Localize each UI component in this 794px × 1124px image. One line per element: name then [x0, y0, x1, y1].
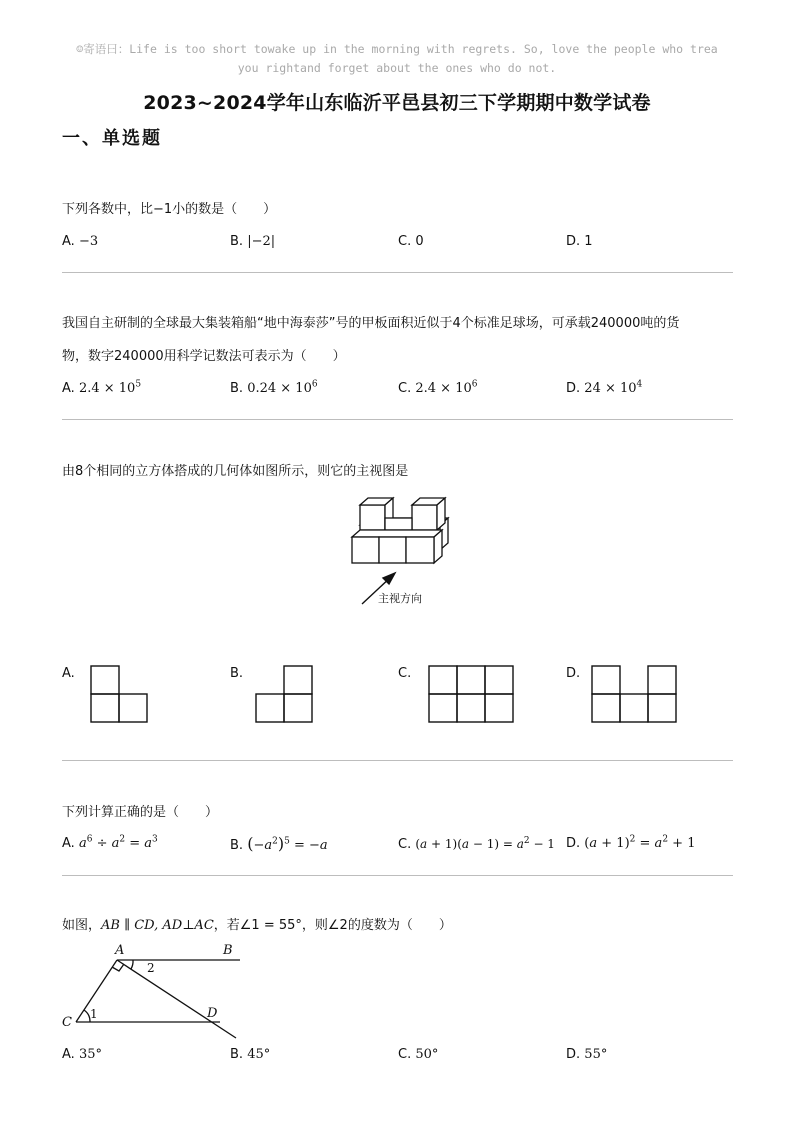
direction-label: 主视方向: [378, 592, 422, 605]
q5-option-c[interactable]: C. 50°: [398, 1047, 439, 1062]
q4-option-b[interactable]: B. $(-a^2)^5 = -a$: [230, 834, 328, 853]
q2-option-b[interactable]: B. $0.24 \times 10^6$: [230, 379, 318, 396]
motto: [0, 40, 794, 78]
q3-option-a-label[interactable]: A.: [62, 666, 75, 681]
divider: [62, 419, 733, 420]
q5-option-d[interactable]: D. 55°: [566, 1047, 608, 1062]
q2-stem-line-2: 物，数字240000用科学记数法可表示为（ ）: [62, 349, 346, 364]
q2-option-a[interactable]: A. $2.4 \times 10^5$: [62, 379, 142, 396]
q4-option-d[interactable]: D. $(a + 1)^2 = a^2 + 1$: [566, 834, 696, 851]
q1-option-a[interactable]: A. −3: [62, 234, 99, 249]
motto-line-2: you rightand forget about the ones who do not.: [237, 61, 557, 75]
q3-option-a-figure[interactable]: [90, 665, 150, 723]
q3-stem: 由8个相同的立方体搭成的几何体如图所示，则它的主视图是: [62, 464, 409, 479]
q1-option-c[interactable]: C. 0: [398, 234, 424, 249]
divider: [62, 875, 733, 876]
divider: [62, 272, 733, 273]
q3-option-b-figure[interactable]: [255, 665, 315, 723]
q2-stem-line-1: 我国自主研制的全球最大集装箱船“地中海泰莎”号的甲板面积近似于4个标准足球场，可承载240000吨的货: [62, 316, 680, 331]
divider: [62, 760, 733, 761]
point-b-label: B: [223, 943, 233, 958]
q2-option-c[interactable]: C. $2.4 \times 10^6$: [398, 379, 478, 396]
q3-option-c-figure[interactable]: [428, 665, 514, 723]
cube-solid-figure: [340, 490, 470, 615]
q3-option-d-figure[interactable]: [591, 665, 677, 723]
angle-2-label: 2: [147, 961, 155, 975]
motto-line-1: ☺寄语曰：Life is too short towake up in the morning with regrets. So, love the people who trea: [76, 42, 718, 56]
q5-stem: 如图，AB ∥ CD, AD⊥AC，若∠1 = 55°，则∠2的度数为（ ）: [62, 918, 452, 933]
q4-stem: 下列计算正确的是（ ）: [62, 805, 219, 820]
q3-option-c-label[interactable]: C.: [398, 666, 412, 681]
q2-option-d[interactable]: D. $24 \times 10^4$: [566, 379, 643, 396]
point-d-label: D: [207, 1006, 218, 1021]
q3-option-d-label[interactable]: D.: [566, 666, 581, 681]
point-c-label: C: [62, 1015, 72, 1030]
q4-option-a[interactable]: A. $a^6 \div a^2 = a^3$: [62, 834, 158, 851]
q1-stem: 下列各数中，比−1小的数是（ ）: [62, 202, 277, 217]
q1-option-d[interactable]: D. 1: [566, 234, 593, 249]
section-heading: 一、单选题: [62, 128, 162, 149]
exam-title: 2023~2024学年山东临沂平邑县初三下学期期中数学试卷: [143, 92, 651, 114]
q5-option-a[interactable]: A. 35°: [62, 1047, 102, 1062]
parallel-lines-figure: [60, 940, 245, 1040]
q1-option-b[interactable]: B. |−2|: [230, 234, 276, 249]
q4-option-c[interactable]: C. $(a + 1)(a - 1) = a^2 - 1$: [398, 836, 555, 852]
point-a-label: A: [115, 943, 125, 958]
angle-1-label: 1: [90, 1007, 98, 1021]
q3-option-b-label[interactable]: B.: [230, 666, 244, 681]
q5-option-b[interactable]: B. 45°: [230, 1047, 271, 1062]
